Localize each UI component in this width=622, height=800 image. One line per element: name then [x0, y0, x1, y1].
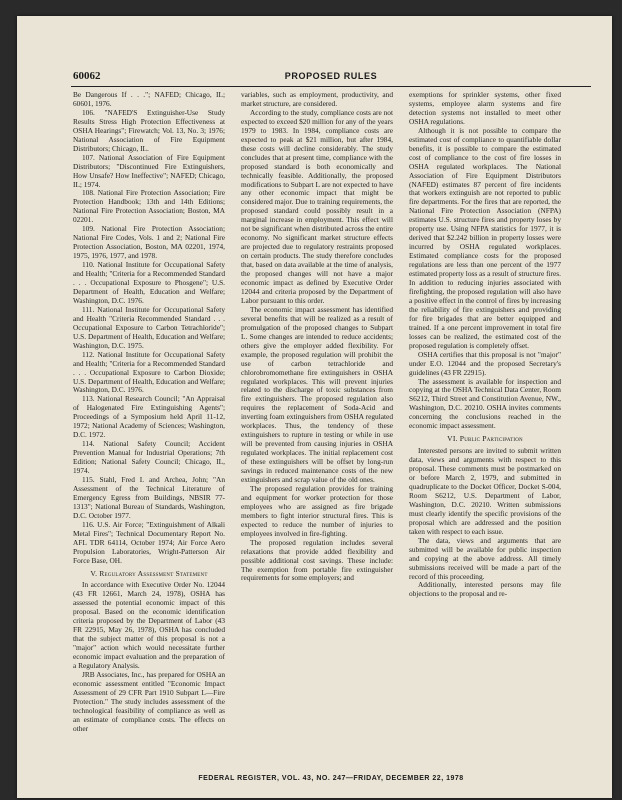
reference-entry: 106. "NAFED'S Extinguisher-Use Study Results Stress High Protection Effectiveness at OSHA Hearings"; Firewatch; Vol. 13, No. 3; 1976; National Association of Fire Equipment Distributors; Chicago, IL. [73, 107, 225, 153]
body-paragraph: The proposed regulation includes several relaxations that provide added flexibility and possible additional cost savings. These include: The exemption from portable fire extinguisher requirements for some employers; and [241, 537, 393, 583]
page-number: 60062 [73, 70, 101, 82]
page-header [71, 68, 591, 87]
running-title: PROPOSED RULES [284, 71, 378, 81]
reference-entry: 115. Stahl, Fred I. and Archea, John; "An Assessment of the Technical Literature of Emergency Egress from Buildings, NBSIR 77-1313"; National Bureau of Standards, Washington, D.C. October 1977. [73, 474, 225, 520]
page-footer: FEDERAL REGISTER, VOL. 43, NO. 247—FRIDAY, DECEMBER 22, 1978 [198, 775, 464, 782]
body-paragraph: According to the study, compliance costs are not expected to exceed $20 million for any of the years 1979 to 1983. In 1984, compliance costs are expected to peak at $21 million, but after 1984, these costs will decline considerably. The study concludes that at present time, compliance with the proposed standard is both economically and technically feasible. Additionally, the proposed modifications to Subpart L are not expected to have any other economic impact that might be considered major. Due to training requirements, the proposed standard could possibly result in a marginal increase in employment. This effect will not be significant when distributed across the entire economy. No significant market structure effects are projected due to regulatory restraints proposed on certain products. The study therefore concludes that, based on data available at the time of analysis, the proposed changes will not have a major economic impact as defined by Executive Order 12044 and criteria proposed by the Department of Labor pursuant to this order. [241, 107, 393, 305]
body-paragraph: exemptions for sprinkler systems, other fixed systems, employee alarm systems and fire detection systems not installed to meet other OSHA regulations. [409, 90, 561, 126]
body-paragraph: In accordance with Executive Order No. 12044 (43 FR 12661, March 24, 1978), OSHA has assessed the potential economic impact of this proposal. Based on the economic identification criteria proposed by the Department of Labor (43 FR 22915, May 26, 1978), OSHA has concluded that the subject matter of this proposal is not a "major" action which would necessitate further economic impact evaluation and the preparation of a Regulatory Analysis. [73, 580, 225, 671]
section-heading-public-participation: VI. Public Participation [447, 434, 523, 444]
body-paragraph: The proposed regulation provides for training and equipment for worker protection for those employees who are assigned as fire brigade members to fight interior structural fires. This is expected to reduce the number of injuries to employees involved in fire-fighting. [241, 483, 393, 538]
body-paragraph: Although it is not possible to compare the estimated cost of compliance to quantifiable dollar benefits, it is possible to compare the estimated cost of compliance to the cost of fire losses in OSHA regulated workplaces. The National Association of Fire Equipment Distributors (NAFED) estimates 87 percent of fire incidents that workers extinguish are not reported to public fire departments. For the fires that are reported, the National Fire Protection Association (NFPA) estimates U.S. structure fires and property loses by property use. Using NFPA statistics for 1977, it is derived that $2.242 billion in property losses were incurred by OSHA regulated workplaces. Estimated compliance costs for the proposed regulations are less than one percent of the 1977 estimated property loss as a result of structure fires. In addition to reducing injuries associated with firefighting, the proposed regulation will also have a positive effect in the control of fires by increasing the reliability of fire extinguishers and providing for fire brigades that are better equipped and trained. If a one percent improvement in total fire losses can be realized, the estimated cost of the proposed regulation is completely offset. [409, 125, 561, 350]
reference-entry: 107. National Association of Fire Equipment Distributors; "Discontinued Fire Extinguishers, How Unsafe? How Ineffective"; NAFED; Chicago, IL; 1974. [73, 152, 225, 189]
body-paragraph: Additionally, interested persons may file objections to the proposal and re- [409, 580, 561, 599]
body-paragraph: Interested persons are invited to submit written data, views and arguments with respect to this proposal. These comments must be postmarked on or before March 2, 1979, and submitted in quadruplicate to the Docket Officer, Docket S-004, Room S6212, U.S. Department of Labor, Washington, D.C. 20210. Written submissions must clearly identify the specific provisions of the proposal which are addressed and the position taken with respect to each issue. [409, 446, 561, 536]
body-paragraph: JRB Associates, Inc., has prepared for OSHA an economic assessment entitled "Economic Impact Assessment of 29 CFR Part 1910 Subpart L—Fire Protection." The study includes assessment of the technological feasibility of compliance as well as an estimate of compliance costs. The effects on other [73, 670, 225, 733]
text-column-2 [241, 91, 393, 583]
body-paragraph: The economic impact assessment has identified several benefits that will be realized as a result of promulgation of the proposed changes to Subpart L. Some changes are intended to reduce accidents; others give the employer added flexibility. For example, the proposed regulation will prohibit the use of carbon tetrachloride and chlorobromomethane fire extinguishers in OSHA regulated workplaces. This will prevent injuries related to the discharge of toxic substances from fire extinguishers. The proposed regulation also requires the replacement of Soda-Acid and inverting foam extinguishers from OSHA regulated workplaces. Thus, the tendency of these extinguishers to rupture in testing or while in use will be prevented from causing injuries in OSHA regulated workplaces. The initial replacement cost of these extinguishers will be offset by long-run savings in reduced maintenance costs of the new extinguishers and scrap value of the old ones. [241, 304, 393, 484]
section-heading-regulatory-assessment: V. Regulatory Assessment Statement [90, 568, 208, 578]
reference-entry: 110. National Institute for Occupational Safety and Health; "Criteria for a Recommended Standard . . . Occupational Exposure to Phosgene"; U.S. Department of Health, Education and Welfare; Washington, D.C. 1976. [73, 260, 225, 305]
text-column-1 [73, 91, 225, 734]
reference-entry: 111. National Institute for Occupational Safety and Health "Criteria Recommended Standard . . . Occupational Exposure to Carbon Tetrachloride"; U.S. Department of Health, Education and Welfare; Washington, D.C. 1975. [73, 304, 225, 350]
reference-entry: 116. U.S. Air Force; "Extinguishment of Alkali Metal Fires"; Technical Documentary Report No. AFL TDR 64114, October 1974; Air Force Aero Propulsion Laboratories, Wright-Patterson Air Force Base, OH. [73, 519, 225, 565]
body-paragraph: The assessment is available for inspection and copying at the OSHA Technical Data Center, Room S6212, Third Street and Constitution Avenue, NW., Washington, D.C. 20210. OSHA invites comments concerning the conclusions reached in the economic impact assessment. [409, 376, 561, 431]
body-paragraph: The data, views and arguments that are submitted will be available for public inspection and copying at the above address. All timely submissions received will be made a part of the record of this proceeding. [409, 535, 561, 581]
body-paragraph: variables, such as employment, productivity, and market structure, are considered. [241, 90, 393, 108]
reference-entry: 108. National Fire Protection Association; Fire Protection Handbook; 13th and 14th Editions; National Fire Protection Association; Boston, MA 02201. [73, 188, 225, 225]
reference-entry: Be Dangerous If . . ."; NAFED; Chicago, IL; 60601, 1976. [73, 90, 225, 108]
text-column-3 [409, 91, 561, 599]
reference-entry: 114. National Safety Council; Accident Prevention Manual for Industrial Operations; 7th Edition; National Safety Council; Chicago, IL, 1974. [73, 439, 225, 476]
reference-entry: 109. National Fire Protection Association; National Fire Codes, Vols. 1 and 2; National Fire Protection Association, Boston, MA 02201, 1974, 1975, 1976, 1977, and 1978. [73, 224, 225, 261]
document-page [17, 16, 612, 798]
reference-entry: 112. National Institute for Occupational Safety and Health; "Criteria for a Recommended Standard . . . Occupational Exposure to Carbon Dioxide; U.S. Department of Health, Education and Welfare; Washington, D.C. 1976. [73, 349, 225, 395]
reference-entry: 113. National Research Council; "An Appraisal of Halogenated Fire Extinguishing Agents"; Proceedings of a Symposium held April 11-12, 1972; National Academy of Sciences; Washington, D.C. 1972. [73, 394, 225, 440]
body-paragraph: OSHA certifies that this proposal is not "major" under E.O. 12044 and the proposed Secretary's guidelines (43 FR 22915). [409, 349, 561, 377]
